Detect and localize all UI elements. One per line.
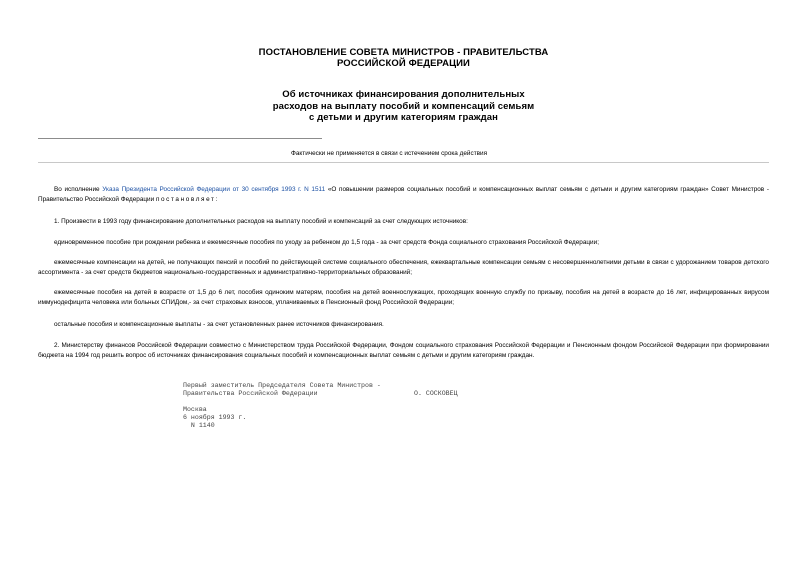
signatory-name: О. СОСКОВЕЦ xyxy=(414,390,458,397)
clause-1-subitem-c: ежемесячные пособия на детей в возрасте от 1,5 до 6 лет, пособия одиноким матерям, пособия на детей военнослужащих, проходящих военную службу по призыву, пособия на детей в возрасте до 16 лет, инфицированных вирусом иммунодефицита человека или больных СПИДом,- за счет страховых взносов, уплачиваемых в Пенсионный фонд Российской Федерации; xyxy=(38,289,769,306)
document-type-line2: РОССИЙСКОЙ ФЕДЕРАЦИИ xyxy=(336,58,470,69)
signatory-position-line2: Правительства Российской Федерации xyxy=(183,390,318,397)
document-title-line3: с детьми и другим категориям граждан xyxy=(309,112,498,123)
document-number: N 1140 xyxy=(183,422,215,429)
signatory-position-line1: Первый заместитель Председателя Совета Министров - xyxy=(183,382,381,389)
document-type-line1: ПОСТАНОВЛЕНИЕ СОВЕТА МИНИСТРОВ - ПРАВИТЕЛЬСТВА xyxy=(258,47,549,58)
separator-short xyxy=(38,138,322,139)
clause-1: 1. Произвести в 1993 году финансирование дополнительных расходов на выплату пособий и компенсаций за счет следующих источников: xyxy=(54,218,468,225)
clause-2: 2. Министерству финансов Российской Федерации совместно с Министерством труда Российской Федерации, Фондом социального страхования Российской Федерации и Пенсионным фондом Российской Федерации при формировании бюджета на 1994 год решить вопрос об источниках финансирования социальных пособий и компенсационных выплат семьям с детьми и другим категориям граждан. xyxy=(38,342,769,359)
document-title-line1: Об источниках финансирования дополнительных xyxy=(282,89,525,100)
resolves-word: постановляет: xyxy=(155,195,219,203)
preamble-text-start: Во исполнение xyxy=(54,186,103,193)
separator-long xyxy=(38,162,769,163)
document-title-line2: расходов на выплату пособий и компенсаций семьям xyxy=(272,101,535,112)
preamble-text-end: «О повышении размеров социальных пособий и компенсационных выплат семьям с детьми и другим категориям граждан» Совет Министров - Правительство Российской Федерации xyxy=(38,186,769,203)
signing-date: 6 ноября 1993 г. xyxy=(183,414,247,421)
signing-city: Москва xyxy=(183,406,207,413)
preamble-paragraph xyxy=(38,185,769,204)
clause-1-subitem-a: единовременное пособие при рождении ребенка и ежемесячные пособия по уходу за ребенком до 1,5 года - за счет средств Фонда социального страхования Российской Федерации; xyxy=(54,239,599,246)
clause-1-subitem-d: остальные пособия и компенсационные выплаты - за счет установленных ранее источников финансирования. xyxy=(54,321,384,328)
decree-link[interactable]: Указа Президента Российской Федерации от 30 сентября 1993 г. N 1511 xyxy=(102,186,326,193)
status-note: Фактически не применяется в связи с истечением срока действия xyxy=(291,150,488,157)
clause-1-subitem-b: ежемесячные компенсации на детей, не получающих пенсий и пособий по действующей системе социального обеспечения, ежеквартальные компенсации семьям с несовершеннолетними детьми в связи с удорожанием товаров детского ассортимента - за счет средств бюджетов национально-государственных и административно-территориальных образований; xyxy=(38,259,769,276)
